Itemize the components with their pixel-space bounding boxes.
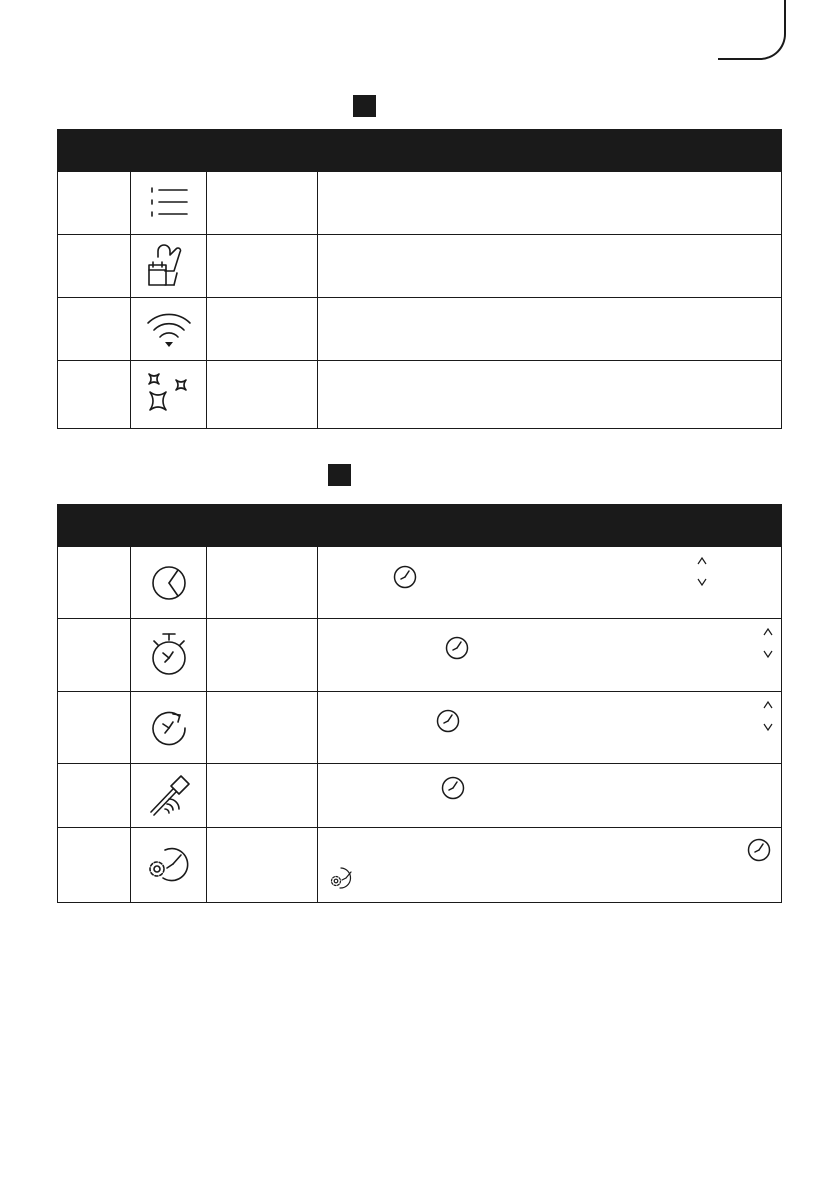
table-row: [58, 546, 781, 618]
header-col-3: [207, 130, 318, 171]
row-number-cell: [58, 298, 131, 360]
clock-button-icon: [441, 776, 465, 800]
stopwatch-icon: [147, 631, 191, 679]
row-number-cell: [58, 692, 131, 763]
table-row: [58, 763, 781, 827]
table-row: [58, 360, 781, 428]
table-row: [58, 827, 781, 902]
header-col-4: [318, 505, 781, 546]
oven-mitt-calendar-icon: [143, 243, 195, 289]
icon-cell: [131, 619, 207, 691]
clock-button-icon: [747, 838, 771, 862]
table-row: [58, 171, 781, 234]
chevron-up-icon: [762, 700, 774, 710]
description-cell: [318, 619, 781, 691]
header-col-1: [58, 505, 131, 546]
functions-table-2: [57, 504, 782, 903]
clock-button-icon: [393, 565, 417, 589]
icon-cell: [131, 547, 207, 618]
icon-cell: [131, 172, 207, 234]
clock-timer-icon: [147, 561, 191, 605]
function-label-cell: [207, 235, 318, 297]
icon-cell: [131, 828, 207, 902]
icon-cell: [131, 235, 207, 297]
chevron-down-icon: [762, 722, 774, 732]
wifi-icon: [143, 307, 195, 351]
function-label-cell: [207, 361, 318, 428]
function-label-cell: [207, 692, 318, 763]
table-row: [58, 618, 781, 691]
table-1-header: [58, 130, 781, 171]
row-number-cell: [58, 172, 131, 234]
table-row: [58, 691, 781, 763]
chevron-up-icon: [762, 627, 774, 637]
table-row: [58, 297, 781, 360]
row-number-cell: [58, 619, 131, 691]
section-2-marker: [328, 464, 351, 486]
icon-cell: [131, 764, 207, 827]
sparkle-clean-icon: [143, 370, 195, 420]
clock-refresh-icon: [147, 706, 191, 750]
table-row: [58, 234, 781, 297]
header-col-4: [318, 130, 781, 171]
description-cell: [318, 172, 781, 234]
icon-cell: [131, 692, 207, 763]
header-col-2: [131, 130, 207, 171]
functions-table-1: [57, 129, 782, 429]
row-number-cell: [58, 235, 131, 297]
description-cell: [318, 764, 781, 827]
page-corner-mark: [718, 0, 786, 60]
description-cell: [318, 298, 781, 360]
chevron-down-icon: [696, 577, 708, 587]
table-2-header: [58, 505, 781, 546]
function-label-cell: [207, 298, 318, 360]
header-col-1: [58, 130, 131, 171]
description-cell: [318, 547, 781, 618]
food-probe-icon: [145, 772, 193, 820]
description-cell: [318, 361, 781, 428]
row-number-cell: [58, 547, 131, 618]
chevron-up-icon: [696, 556, 708, 566]
function-label-cell: [207, 828, 318, 902]
gear-clock-icon: [143, 842, 195, 888]
clock-button-icon: [445, 636, 469, 660]
menu-list-icon: [147, 183, 191, 223]
function-label-cell: [207, 764, 318, 827]
description-cell: [318, 692, 781, 763]
header-col-2: [131, 505, 207, 546]
row-number-cell: [58, 828, 131, 902]
function-label-cell: [207, 547, 318, 618]
icon-cell: [131, 298, 207, 360]
icon-cell: [131, 361, 207, 428]
gear-clock-small-icon: [328, 865, 358, 891]
description-cell: [318, 828, 781, 902]
function-label-cell: [207, 619, 318, 691]
clock-button-icon: [436, 709, 460, 733]
description-cell: [318, 235, 781, 297]
header-col-3: [207, 505, 318, 546]
function-label-cell: [207, 172, 318, 234]
row-number-cell: [58, 764, 131, 827]
chevron-down-icon: [762, 649, 774, 659]
row-number-cell: [58, 361, 131, 428]
section-1-marker: [353, 95, 376, 117]
